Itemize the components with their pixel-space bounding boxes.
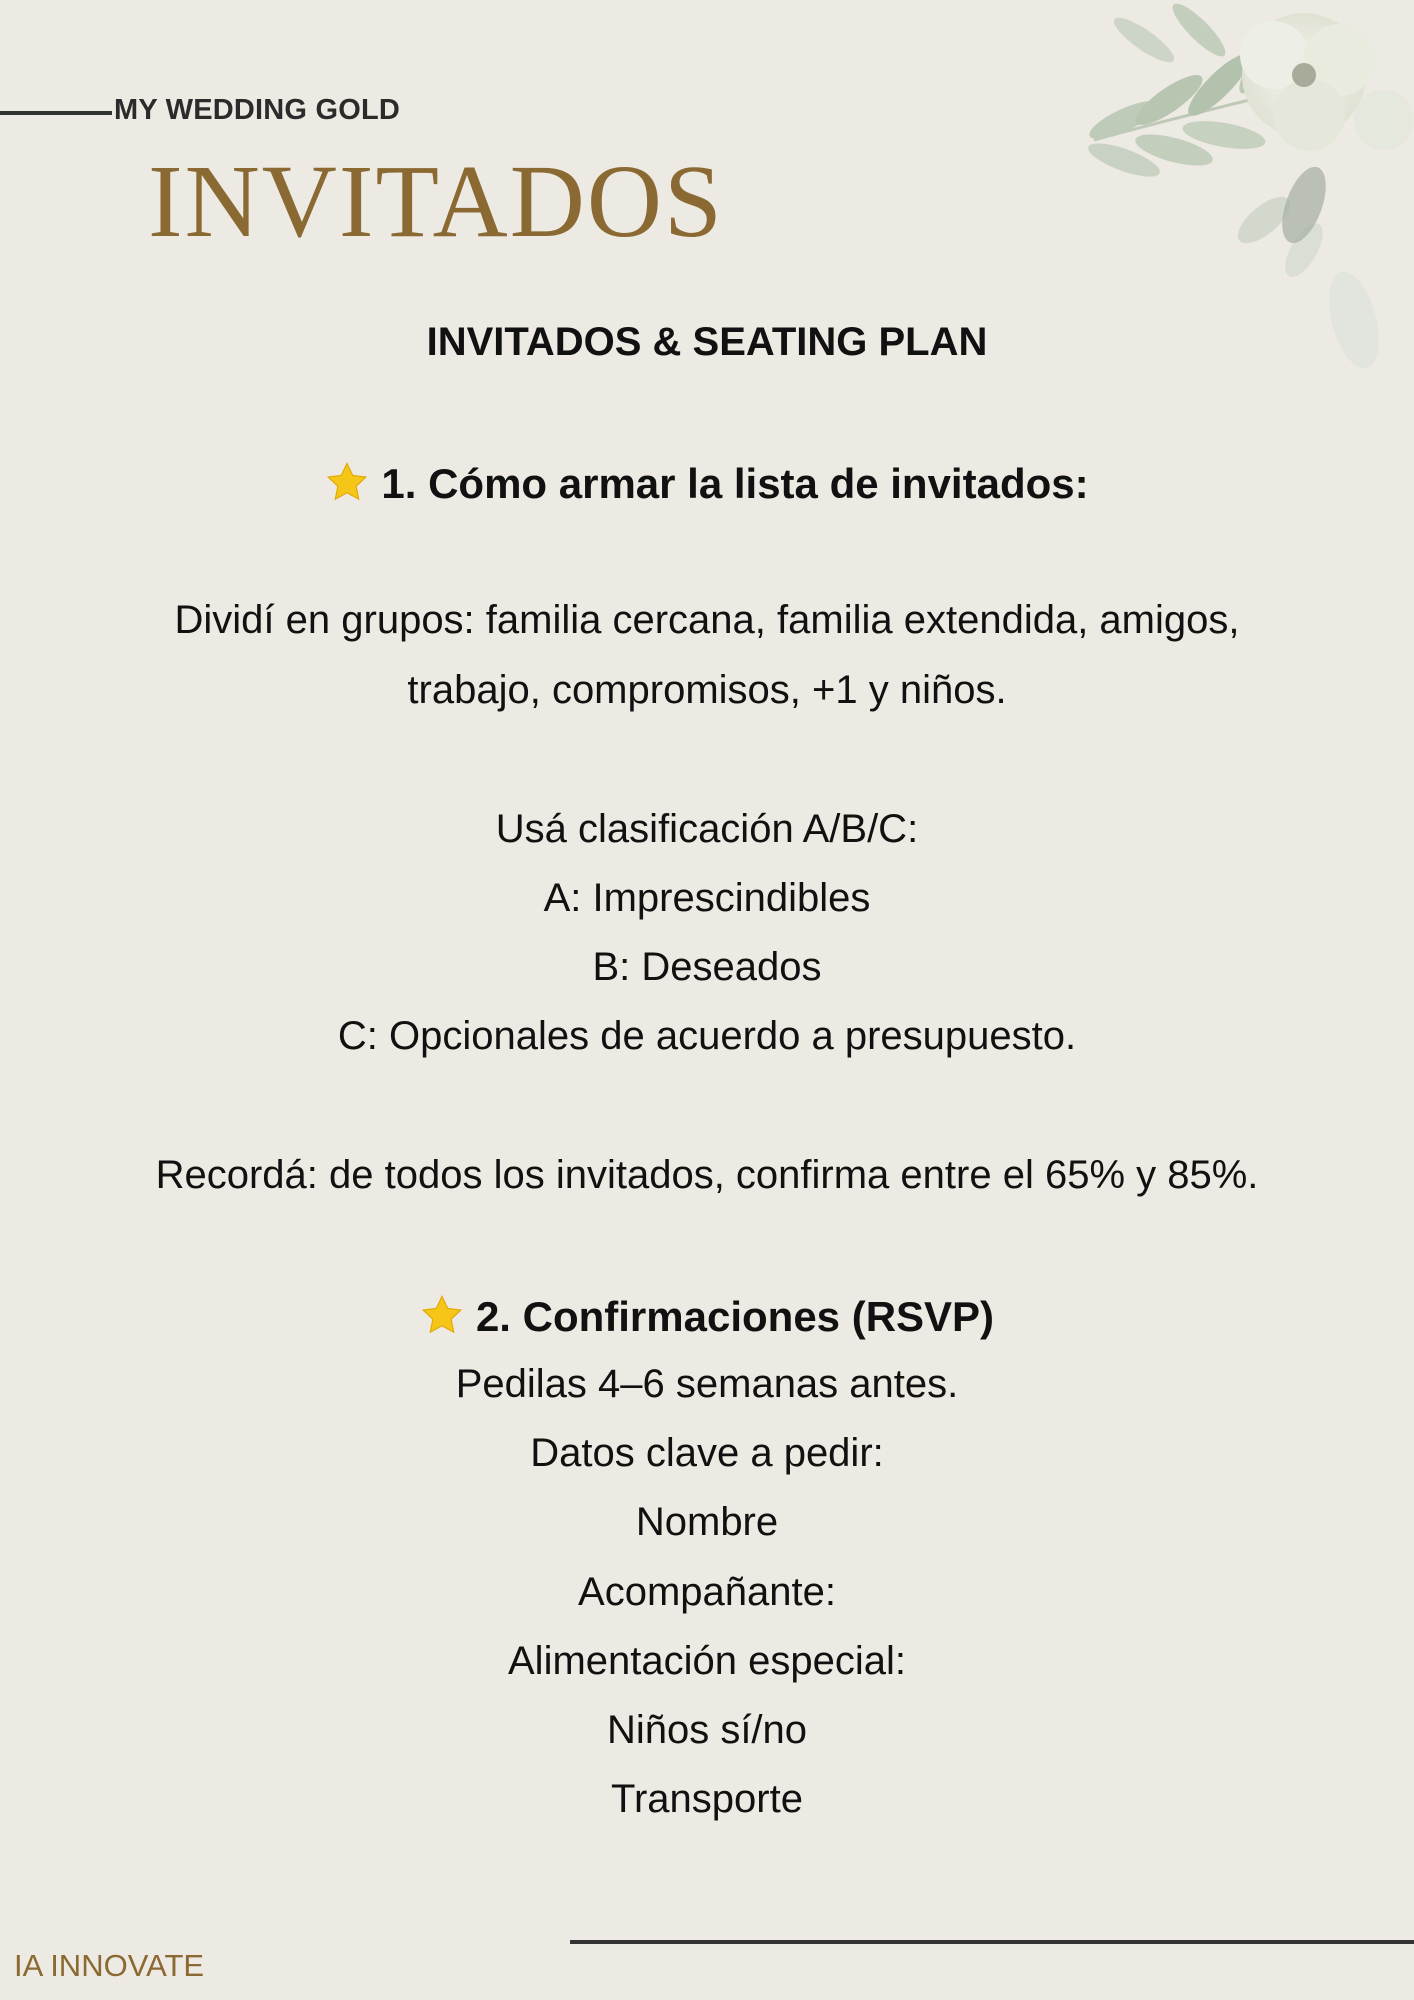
class-a: A: Imprescindibles — [543, 876, 871, 920]
data-item-name: Nombre — [635, 1500, 779, 1544]
data-item-companion: Acompañante: — [578, 1570, 836, 1614]
data-item-transport: Transporte — [611, 1777, 803, 1821]
groups-line-1: Dividí en grupos: familia cercana, familia extendida, amigos, — [174, 598, 1240, 642]
footer-rule — [570, 1940, 1414, 1944]
floral-decoration-icon — [974, 0, 1414, 450]
groups-line-2: trabajo, compromisos, +1 y niños. — [407, 668, 1007, 712]
data-item-diet: Alimentación especial: — [508, 1639, 906, 1683]
page-title: INVITADOS — [148, 144, 724, 259]
classification-title: Usá clasificación A/B/C: — [495, 807, 919, 851]
brand-label: MY WEDDING GOLD — [114, 94, 401, 126]
header-rule — [0, 111, 112, 115]
section2-heading — [60, 1293, 1354, 1338]
class-c: C: Opcionales de acuerdo a presupuesto. — [337, 1014, 1077, 1058]
section2-title: 2. Confirmaciones (RSVP) — [475, 1293, 995, 1340]
star-icon — [325, 460, 369, 505]
rsvp-timing: Pedilas 4–6 semanas antes. — [455, 1362, 959, 1406]
footer-label: IA INNOVATE — [14, 1948, 205, 1983]
section1-title: 1. Cómo armar la lista de invitados: — [381, 460, 1089, 507]
section1-heading — [60, 460, 1354, 505]
main-heading: INVITADOS & SEATING PLAN — [426, 320, 988, 364]
data-title: Datos clave a pedir: — [530, 1431, 884, 1475]
class-b: B: Deseados — [592, 945, 822, 989]
reminder-text: Recordá: de todos los invitados, confirma entre el 65% y 85%. — [155, 1153, 1259, 1197]
data-item-children: Niños sí/no — [606, 1708, 808, 1752]
star-icon — [420, 1293, 464, 1338]
